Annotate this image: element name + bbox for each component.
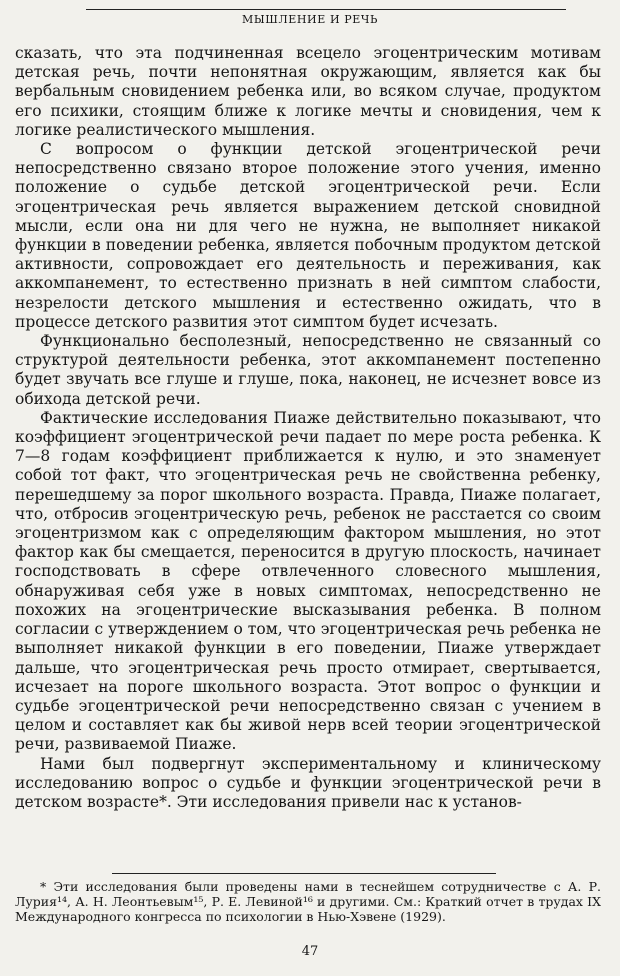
paragraph-3: Функционально бесполезный, непосредственно не связанный со структурой деятельности ребенка, этот аккомпанемент постепенно будет звучать все глуше и глуше, пока, наконец, не исчезнет вовсе из обихода детской речи. [15,332,601,408]
running-title: МЫШЛЕНИЕ И РЕЧЬ [242,13,378,26]
footnote: * Эти исследования были проведены нами в теснейшем сотрудничестве с А. Р. Лурия¹⁴, А. Н. Леонтьевым¹⁵, Р. Е. Левиной¹⁶ и другими. См.: Краткий отчет в трудах IX Международного конгресса по психологии в Нью-Хэвене (1929). [15,879,601,925]
page-number: 47 [301,944,319,959]
header-rule [86,9,566,10]
paragraph-4: Фактические исследования Пиаже действительно показывают, что коэффициент эгоцентрической речи падает по мере роста ребенка. К 7—8 годам коэффициент приближается к нулю, и это знаменует собой тот факт, что эгоцентрическая речь не свойственна ребенку, перешедшему за порог школьного возраста. Правда, Пиаже полагает, что, отбросив эгоцентрическую речь, ребенок не расстается со своим эгоцентризмом как с определяющим фактором мышления, но этот фактор как бы смещается, переносится в другую плоскость, начинает господствовать в сфере отвлеченного словесного мышления, обнаруживая себя уже в новых симптомах, непосредственно не похожих на эгоцентрические высказывания ребенка. В полном согласии с утверждением о том, что эгоцентрическая речь ребенка не выполняет никакой функции в его поведении, Пиаже утверждает дальше, что эгоцентрическая речь просто отмирает, свертывается, исчезает на пороге школьного возраста. Этот вопрос о функции и судьбе эгоцентрической речи непосредственно связан с учением в целом и составляет как бы живой нерв всей теории эгоцентрической речи, развиваемой Пиаже. [15,408,601,754]
main-text [15,44,601,812]
paragraph-5: Нами был подвергнут экспериментальному и клиническому исследованию вопрос о судьбе и функции эгоцентрической речи в детском возрасте*. Эти исследования привели нас к установ- [15,754,601,811]
paragraph-1: сказать, что эта подчиненная всецело эгоцентрическим мотивам детская речь, почти непонятная окружающим, является как бы вербальным сновидением ребенка или, во всяком случае, продуктом его психики, стоящим ближе к логике мечты и сновидения, чем к логике реалистического мышления. [15,44,601,139]
paragraph-2: С вопросом о функции детской эгоцентрической речи непосредственно связано второе положение этого учения, именно положение о судьбе детской эгоцентрической речи. Если эгоцентрическая речь является выражением детской сновидной мысли, если она ни для чего не нужна, не выполняет никакой функции в поведении ребенка, является побочным продуктом детской активности, сопровождает его деятельность и переживания, как аккомпанемент, то естественно признать в ней симптом слабости, незрелости детского мышления и естественно ожидать, что в процессе детского развития этот симптом будет исчезать. [15,140,601,331]
footnote-rule [112,873,496,874]
